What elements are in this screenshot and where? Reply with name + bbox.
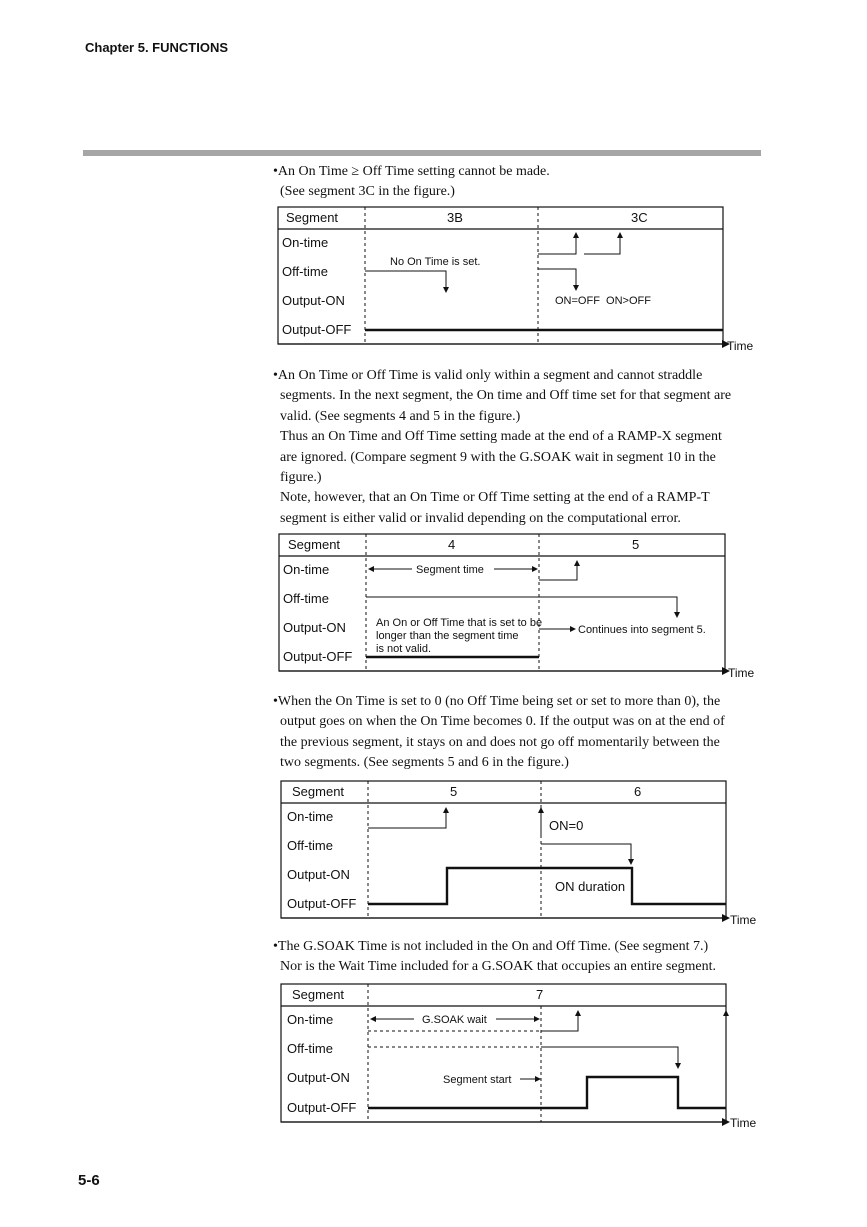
row-label-output-off: Output-OFF <box>283 649 353 664</box>
time-label: Time <box>730 913 757 927</box>
time-label: Time <box>730 1116 757 1130</box>
row-label-off-time: Off-time <box>287 1041 333 1056</box>
row-label-segment: Segment <box>292 784 345 799</box>
row-label-on-time: On-time <box>287 1012 334 1027</box>
text-line: the previous segment, it stays on and does not go off momentarily between the <box>280 734 720 750</box>
row-label-output-on: Output-ON <box>287 1070 350 1085</box>
row-label-on-time: On-time <box>283 562 330 577</box>
row-label-off-time: Off-time <box>287 838 333 853</box>
page-number: 5-6 <box>78 1172 100 1189</box>
annotation: No On Time is set. <box>390 256 481 268</box>
text-line: figure.) <box>280 470 322 486</box>
text-line: Nor is the Wait Time included for a G.SOAK that occupies an entire segment. <box>280 959 717 975</box>
text-line: •An On Time ≥ Off Time setting cannot be made. <box>273 164 550 179</box>
row-label-on-time: On-time <box>287 809 334 824</box>
segment-label: 4 <box>448 537 456 552</box>
row-label-segment: Segment <box>288 537 341 552</box>
text-line: segments. In the next segment, the On time and Off time set for that segment are <box>280 388 732 404</box>
annotation: Segment start <box>443 1074 512 1086</box>
on-time-arrow <box>541 1014 578 1031</box>
row-label-output-off: Output-OFF <box>287 1100 357 1115</box>
row-label-output-off: Output-OFF <box>287 896 357 911</box>
row-label-output-on: Output-ON <box>283 620 346 635</box>
text-line: •An On Time or Off Time is valid only within a segment and cannot straddle <box>273 368 703 383</box>
text-line: (See segment 3C in the figure.) <box>280 184 455 200</box>
output-waveform <box>368 1077 726 1108</box>
text-line: are ignored. (Compare segment 9 with the G.SOAK wait in segment 10 in the <box>280 449 716 465</box>
annotation: ON=OFF ON>OFF <box>555 295 651 307</box>
off-time-arrow <box>541 1047 678 1065</box>
row-label-off-time: Off-time <box>283 591 329 606</box>
annotation: ON=0 <box>549 818 584 833</box>
annotation: Segment time <box>416 564 484 576</box>
row-label-segment: Segment <box>286 210 339 225</box>
annotation: An On or Off Time that is set to be <box>376 617 543 629</box>
annotation: is not valid. <box>376 643 432 655</box>
row-label-output-off: Output-OFF <box>282 322 352 337</box>
text-line: •The G.SOAK Time is not included in the On and Off Time. (See segment 7.) <box>273 939 709 954</box>
segment-label: 6 <box>634 784 642 799</box>
annotation: G.SOAK wait <box>422 1014 487 1026</box>
text-line: Thus an On Time and Off Time setting made at the end of a RAMP-X segment <box>280 429 722 445</box>
text-line: valid. (See segments 4 and 5 in the figure.) <box>280 408 521 424</box>
segment-label: 7 <box>536 987 544 1002</box>
text-line: two segments. (See segments 5 and 6 in the figure.) <box>280 755 569 771</box>
time-label: Time <box>728 666 755 680</box>
annotation: Continues into segment 5. <box>578 624 706 636</box>
text-line: output goes on when the On Time becomes 0. If the output was on at the end of <box>280 714 725 730</box>
chapter-header: Chapter 5. FUNCTIONS <box>85 40 229 55</box>
text-line: Note, however, that an On Time or Off Time setting at the end of a RAMP-T <box>280 490 710 506</box>
annotation: ON duration <box>555 879 626 894</box>
row-label-output-on: Output-ON <box>282 293 345 308</box>
segment-label: 3C <box>631 210 648 225</box>
text-line: segment is either valid or invalid depending on the computational error. <box>280 510 681 526</box>
row-label-off-time: Off-time <box>282 264 328 279</box>
segment-label: 5 <box>450 784 458 799</box>
segment-label: 5 <box>632 537 640 552</box>
annotation: longer than the segment time <box>376 630 519 642</box>
segment-label: 3B <box>447 210 463 225</box>
row-label-on-time: On-time <box>282 235 329 250</box>
row-label-segment: Segment <box>292 987 345 1002</box>
text-line: •When the On Time is set to 0 (no Off Time being set or set to more than 0), the <box>273 694 721 709</box>
row-label-output-on: Output-ON <box>287 867 350 882</box>
time-label: Time <box>727 339 754 353</box>
